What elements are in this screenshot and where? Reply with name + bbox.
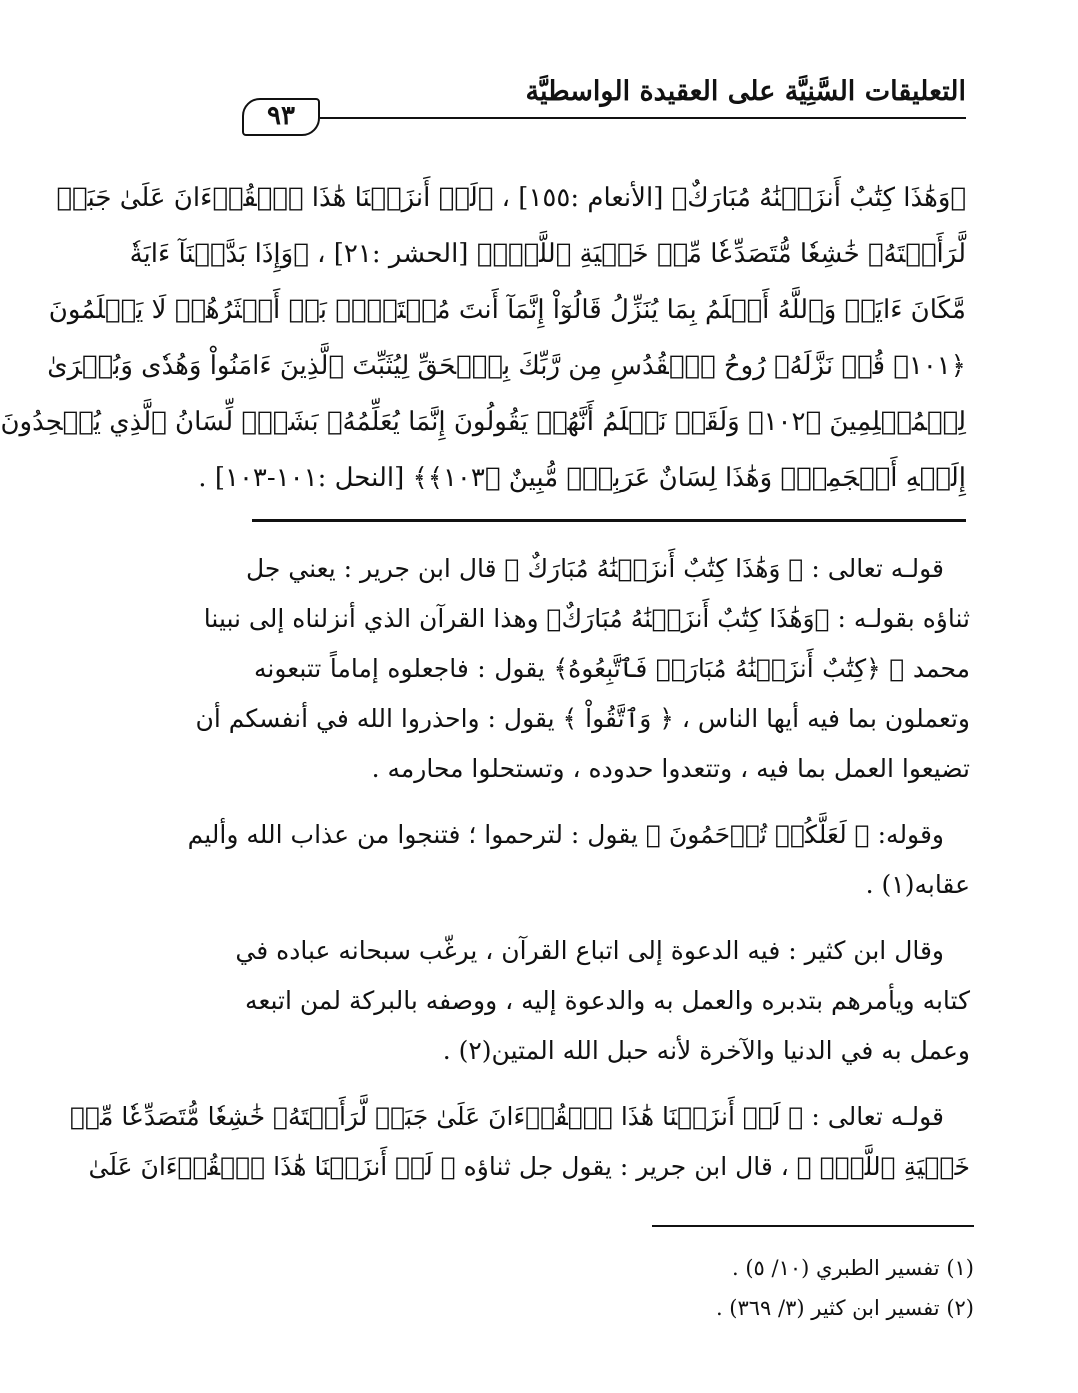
text-line: وقوله: ﴿ لَعَلَّكُمۡ تُرۡحَمُونَ ﴾ يقول : لترحموا ؛ فتنجوا من عذاب الله وأليم xyxy=(187,820,944,849)
header-rule xyxy=(320,117,966,119)
page-number: ٩٣ xyxy=(242,98,320,136)
running-title: التعليقات السَّنِيَّة على العقيدة الواسطيَّة xyxy=(525,76,966,107)
text-line: وعمل به في الدنيا والآخرة لأنه حبل الله المتين(٢) . xyxy=(442,1036,970,1065)
text-line: قولـه تعالى : ﴿ لَوۡ أَنزَلۡنَا هَٰذَا ٱلۡقُرۡءَانَ عَلَىٰ جَبَلٖ لَّرَأَيۡتَهُۥ خَٰشِعٗا مُّتَصَدِّعٗا مِّنۡ xyxy=(70,1102,944,1131)
quran-verses-block xyxy=(0,170,966,506)
commentary-paragraph xyxy=(187,810,970,910)
commentary-paragraph xyxy=(195,544,970,794)
text-line: محمد ﷺ ﴿كِتَٰبٌ أَنزَلۡنَٰهُ مُبَارَكٞ فَٱتَّبِعُوهُ﴾ يقول : فاجعلوه إماماً تتبعونه xyxy=(254,654,970,683)
section-divider xyxy=(252,519,966,522)
footnotes xyxy=(428,1248,974,1328)
commentary-body xyxy=(70,544,970,1208)
footnote: (٢) تفسير ابن كثير (٣/ ٣٦٩) . xyxy=(715,1296,974,1320)
text-line: قولـه تعالى : ﴿ وَهَٰذَا كِتَٰبٌ أَنزَلۡنَٰهُ مُبَارَكٌ ﴾ قال ابن جرير : يعني جل xyxy=(245,554,944,583)
footnote-rule xyxy=(652,1225,974,1227)
quran-line: لِلۡمُسۡلِمِينَ ﴿١٠٢﴾ وَلَقَدۡ نَعۡلَمُ أَنَّهُمۡ يَقُولُونَ إِنَّمَا يُعَلِّمُهُۥ بَشَرٞۗ لِّسَانُ ٱلَّذِي يُلۡحِدُونَ xyxy=(0,407,966,437)
text-line: تضيعوا العمل بما فيه ، وتتعدوا حدوده ، وتستحلوا محارمه . xyxy=(371,754,970,783)
quran-line: ﴿وَهَٰذَا كِتَٰبٌ أَنزَلۡنَٰهُ مُبَارَكٌ﴾ [الأنعام :١٥٥] ، ﴿لَوۡ أَنزَلۡنَا هَٰذَا ٱلۡقُرۡءَانَ عَلَىٰ جَبَلٖ xyxy=(56,183,966,213)
text-line: عقابه(١) . xyxy=(865,870,970,899)
text-line: ثناؤه بقولـه : ﴿وَهَٰذَا كِتَٰبٌ أَنزَلۡنَٰهُ مُبَارَكٌ﴾ وهذا القرآن الذي أنزلناه إلى نبينا xyxy=(203,604,970,633)
commentary-paragraph xyxy=(70,1092,970,1192)
commentary-paragraph xyxy=(235,926,970,1076)
footnote: (١) تفسير الطبري (١٠/ ٥) . xyxy=(732,1256,974,1280)
quran-line: مَّكَانَ ءَايَةٖ وَٱللَّهُ أَعۡلَمُ بِمَا يُنَزِّلُ قَالُوٓاْ إِنَّمَآ أَنتَ مُفۡتَرِۭۚ بَلۡ أَكۡثَرُهُمۡ لَا يَعۡلَمُونَ xyxy=(48,295,966,325)
quran-line: ﴿١٠١﴾ قُلۡ نَزَّلَهُۥ رُوحُ ٱلۡقُدُسِ مِن رَّبِّكَ بِٱلۡحَقِّ لِيُثَبِّتَ ٱلَّذِينَ ءَامَنُواْ وَهُدٗى وَبُشۡرَىٰ xyxy=(47,351,966,381)
text-line: وقال ابن كثير : فيه الدعوة إلى اتباع القرآن ، يرغّب سبحانه عباده في xyxy=(235,936,944,965)
text-line: خَشۡيَةِ ٱللَّهِۚ ﴾ ، قال ابن جرير : يقول جل ثناؤه ﴿ لَوۡ أَنزَلۡنَا هَٰذَا ٱلۡقُرۡءَانَ عَلَىٰ xyxy=(88,1152,970,1181)
quran-line: لَّرَأَيۡتَهُۥ خَٰشِعٗا مُّتَصَدِّعٗا مِّنۡ خَشۡيَةِ ٱللَّهِۚ﴾ [الحشر :٢١] ، ﴿وَإِذَا بَدَّلۡنَآ ءَايَةٗ xyxy=(129,239,966,269)
text-line: وتعملون بما فيه أيها الناس ، ﴿ وَٱتَّقُواْ ﴾ يقول : واحذروا الله في أنفسكم أن xyxy=(195,704,970,733)
text-line: كتابه ويأمرهم بتدبره والعمل به والدعوة إليه ، ووصفه بالبركة لمن اتبعه xyxy=(245,986,970,1015)
quran-line: إِلَيۡهِ أَعۡجَمِيّٞ وَهَٰذَا لِسَانٌ عَرَبِيّٞ مُّبِينٌ ﴿١٠٣﴾﴾ [النحل :١٠١-١٠٣] . xyxy=(198,463,966,493)
